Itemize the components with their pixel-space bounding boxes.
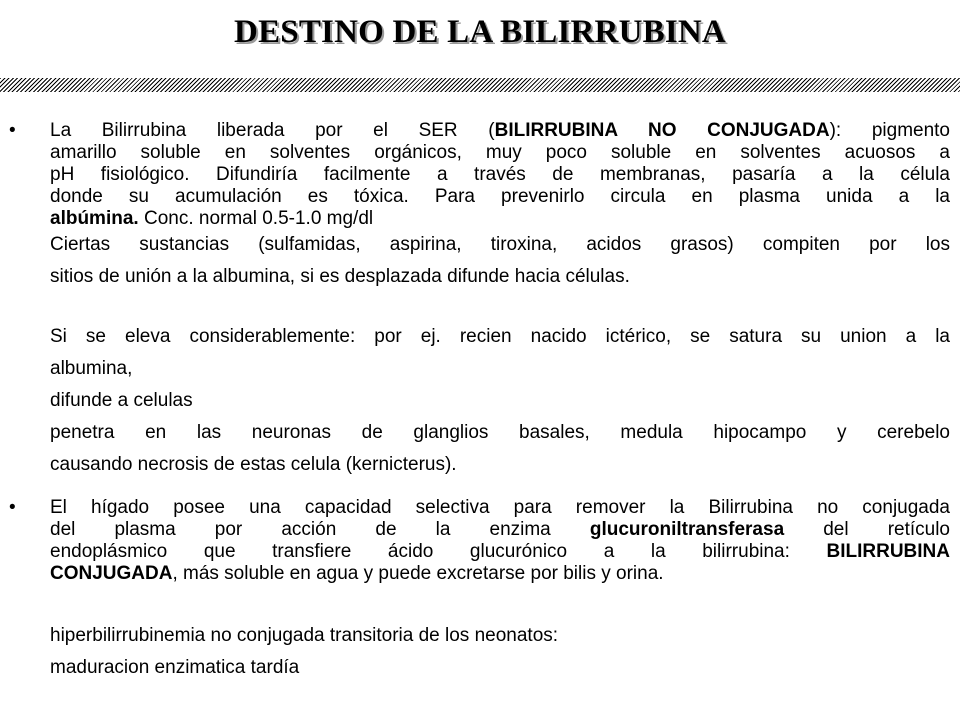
bullet-marker: • xyxy=(9,120,16,141)
bullet-marker: • xyxy=(9,497,16,518)
slide-body xyxy=(0,112,960,712)
text-line: Si se eleva considerablemente: por ej. recien nacido ictérico, se satura su union a la xyxy=(50,326,950,347)
conjugated-paragraph xyxy=(50,497,950,585)
text-line: del plasma por acción de la enzima glucuroniltransferasa del retículo xyxy=(50,519,950,540)
text-line: Ciertas sustancias (sulfamidas, aspirina, tiroxina, acidos grasos) compiten por los xyxy=(50,234,950,255)
text-line: hiperbilirrubinemia no conjugada transitoria de los neonatos: xyxy=(50,625,559,646)
text-line: albúmina. Conc. normal 0.5-1.0 mg/dl xyxy=(50,208,374,229)
slide-title: DESTINO DE LA BILIRRUBINA xyxy=(234,14,726,50)
text-line: CONJUGADA, más soluble en agua y puede excretarse por bilis y orina. xyxy=(50,563,664,584)
neonatal-paragraph xyxy=(50,620,950,684)
text-line: difunde a celulas xyxy=(50,390,193,411)
text-line: amarillo soluble en solventes orgánicos, muy poco soluble en solventes acuosos a xyxy=(50,142,950,163)
hatched-divider xyxy=(0,78,960,92)
text-line: maduracion enzimatica tardía xyxy=(50,657,300,678)
text-line: sitios de unión a la albumina, si es desplazada difunde hacia células. xyxy=(50,266,630,287)
text-line: penetra en las neuronas de glanglios basales, medula hipocampo y cerebelo xyxy=(50,422,950,443)
text-line: pH fisiológico. Difundiría facilmente a través de membranas, pasaría a la célula xyxy=(50,164,950,185)
elevation-paragraph xyxy=(50,321,950,481)
text-line: causando necrosis de estas celula (kernicterus). xyxy=(50,454,457,475)
unconjugated-paragraph xyxy=(50,120,950,230)
competitors-paragraph xyxy=(50,229,950,293)
text-line: El hígado posee una capacidad selectiva para remover la Bilirrubina no conjugada xyxy=(50,497,950,518)
text-line: donde su acumulación es tóxica. Para prevenirlo circula en plasma unida a la xyxy=(50,186,950,207)
text-line: endoplásmico que transfiere ácido glucurónico a la bilirrubina: BILIRRUBINA xyxy=(50,541,950,562)
text-line: La Bilirrubina liberada por el SER (BILIRRUBINA NO CONJUGADA): pigmento xyxy=(50,120,951,141)
text-line: albumina, xyxy=(50,358,133,379)
